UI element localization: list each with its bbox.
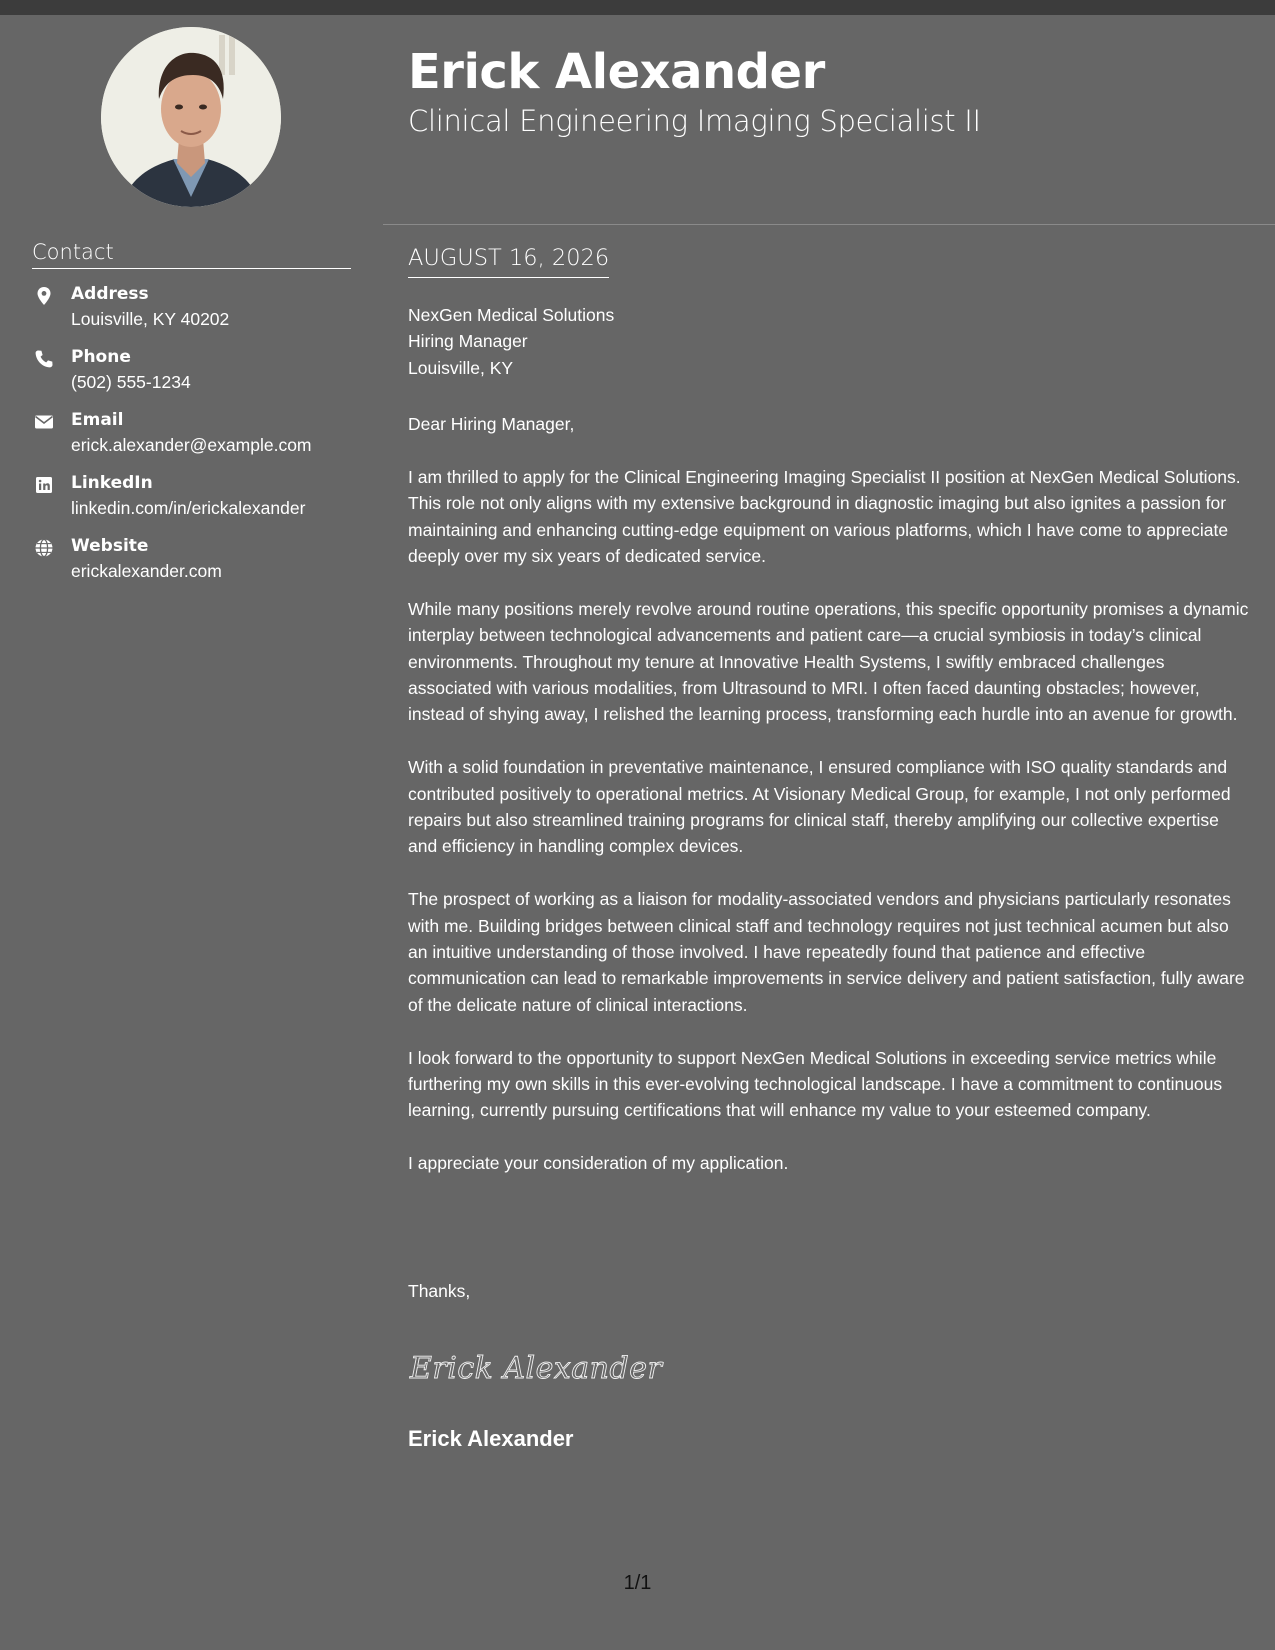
phone-value: (502) 555-1234 xyxy=(71,372,191,392)
salutation: Dear Hiring Manager, xyxy=(408,414,575,434)
contact-list xyxy=(32,284,362,599)
recipient-role: Hiring Manager xyxy=(408,331,528,352)
contact-label: Website xyxy=(71,536,149,556)
address-value: Louisville, KY 40202 xyxy=(71,309,230,329)
envelope-icon xyxy=(34,412,54,432)
recipient-block xyxy=(408,302,614,381)
svg-text:Erick Alexander: Erick Alexander xyxy=(410,1351,663,1386)
letter-date: AUGUST 16, 2026 xyxy=(408,245,609,278)
page-number: 1/1 xyxy=(623,1572,652,1594)
letter-paragraph: I appreciate your consideration of my application. xyxy=(408,1153,789,1174)
letter-body xyxy=(408,411,1250,1203)
letter-paragraph: I look forward to the opportunity to support NexGen Medical Solutions in exceeding service metrics while furthering my own skills in this ever-evolving technological landscape. I have a commitment to continuous learning, currently pursuing certifications that will enhance my value to your esteemed company. xyxy=(408,1047,1223,1121)
signoff: Thanks, xyxy=(408,1281,471,1301)
handwritten-signature xyxy=(408,1340,668,1390)
job-title: Clinical Engineering Imaging Specialist II xyxy=(408,104,981,138)
globe-icon xyxy=(34,538,54,558)
linkedin-value[interactable]: linkedin.com/in/erickalexander xyxy=(71,498,306,518)
letter-paragraph: With a solid foundation in preventative maintenance, I ensured compliance with ISO quality standards and contributed positively to operational metrics. At Visionary Medical Group, for example, I not only performed repairs but also streamlined training programs for clinical staff, thereby amplifying our collective expertise and efficiency in handling complex devices. xyxy=(408,757,1231,857)
website-value[interactable]: erickalexander.com xyxy=(71,561,222,581)
top-bar xyxy=(0,0,1275,15)
contact-label: Phone xyxy=(71,347,131,367)
contact-label: LinkedIn xyxy=(71,473,153,493)
location-pin-icon xyxy=(34,286,54,306)
recipient-company: NexGen Medical Solutions xyxy=(408,305,615,325)
linkedin-icon xyxy=(34,475,54,495)
avatar xyxy=(101,27,281,207)
letter-paragraph: The prospect of working as a liaison for modality-associated vendors and physicians particularly resonates with me. Building bridges between clinical staff and technology requires not just technical acumen but also an intuitive understanding of those involved. I have repeatedly found that patience and effective communication can lead to remarkable improvements in service delivery and patient satisfaction, fully aware of the delicate nature of clinical interactions. xyxy=(408,889,1245,1015)
contact-item-email xyxy=(32,410,362,473)
contact-item-phone xyxy=(32,347,362,410)
contact-item-address xyxy=(32,284,362,347)
profile-photo xyxy=(101,27,281,207)
candidate-name: Erick Alexander xyxy=(408,44,825,100)
contact-item-linkedin xyxy=(32,473,362,536)
signer-name: Erick Alexander xyxy=(408,1426,574,1451)
contact-heading: Contact xyxy=(32,240,351,269)
contact-label: Email xyxy=(71,410,124,430)
contact-label: Address xyxy=(71,284,149,304)
recipient-location: Louisville, KY xyxy=(408,357,514,378)
letter-paragraph: I am thrilled to apply for the Clinical Engineering Imaging Specialist II position at NexGen Medical Solutions. This role not only aligns with my extensive background in diagnostic imaging but also ignites a passion for maintaining and enhancing cutting-edge equipment on various platforms, which I have come to appreciate deeply over my six years of dedicated service. xyxy=(408,466,1241,567)
email-value[interactable]: erick.alexander@example.com xyxy=(71,435,312,455)
letter-paragraph: While many positions merely revolve around routine operations, this specific opportunity promises a dynamic interplay between technological advancements and patient care—a crucial symbiosis in today’s clinical environments. Throughout my tenure at Innovative Health Systems, I swiftly embraced challenges associated with various modalities, from Ultrasound to MRI. I often faced daunting obstacles; however, instead of shying away, I relished the learning process, transforming each hurdle into an avenue for growth. xyxy=(408,598,1249,725)
contact-item-website xyxy=(32,536,362,599)
phone-icon xyxy=(34,349,54,369)
header-divider xyxy=(383,224,1275,225)
